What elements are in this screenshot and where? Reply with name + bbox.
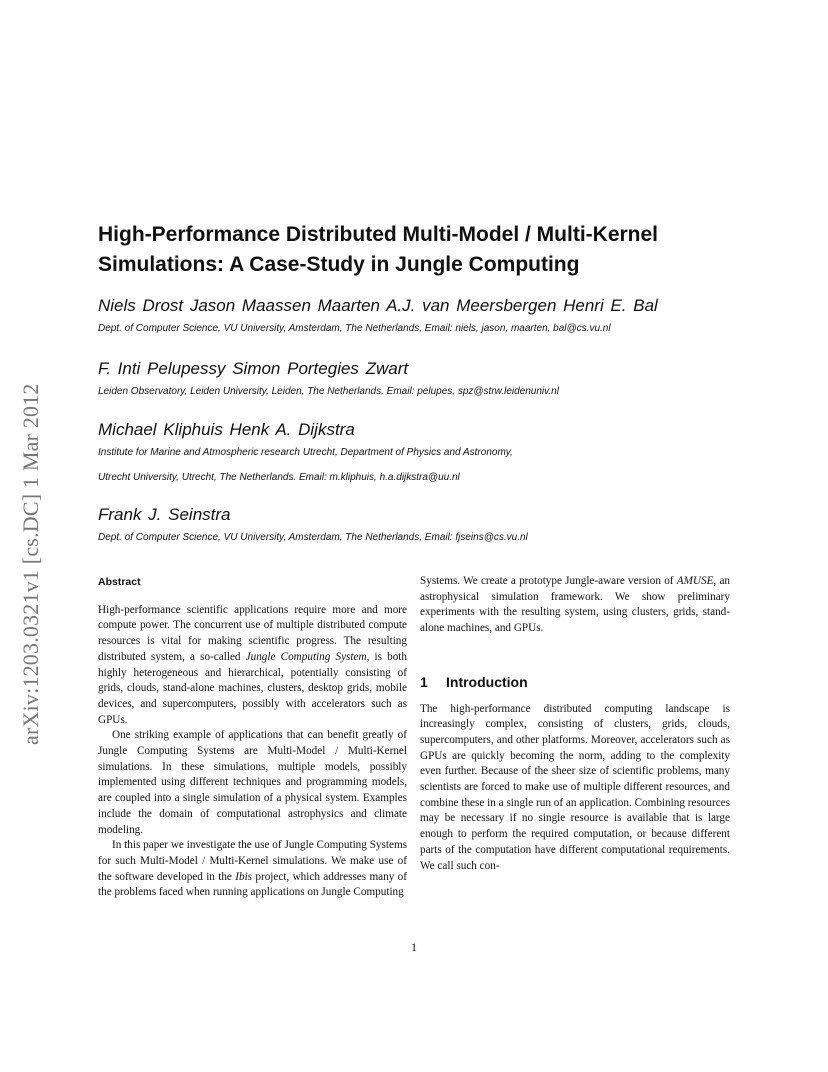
abstract-paragraph: One striking example of applications that can benefit greatly of Jungle Computing Systems are Multi-Model / Multi-Kernel simulations. In these simulations, multiple models, possibly implemented using different techniques and programming models, are coupled into a single simulation of a physical system. Examples include the domain of computational astrophysics and climate modeling. [98,729,407,836]
author-names: Niels Drost Jason Maassen Maarten A.J. van Meersbergen Henri E. Bal [98,296,658,315]
author-names: F. Inti Pelupessy Simon Portegies Zwart [98,359,409,378]
affiliation: Leiden Observatory, Leiden University, Leiden, The Netherlands. Email: pelupes, spz@strw.leidenuniv.nl [98,386,559,397]
intro-paragraph: The high-performance distributed computing landscape is increasingly complex, consisting of clusters, grids, clouds, supercomputers, and other platforms. Moreover, accelerators such as GPUs are quickly becoming the norm, adding to the complexity even further. Because of the sheer size of scientific problems, many scientists are forced to make use of multiple different resources, and combine these in a single run of an application. Combining resources may be necessary if no single resource is available that is large enough to perform the required computation, or because different parts of the computation have different computational requirements. We call such con- [420,702,730,872]
author-group-4 [98,505,758,543]
affiliation: Dept. of Computer Science, VU University, Amsterdam, The Netherlands, Email: fjseins@cs.vu.nl [98,532,528,543]
right-column [420,574,730,874]
section-number: 1 [420,673,428,690]
section-heading [420,675,730,691]
affiliation: Institute for Marine and Atmospheric research Utrecht, Department of Physics and Astronomy, [98,447,513,458]
affiliation: Dept. of Computer Science, VU University, Amsterdam, The Netherlands, Email: niels, jason, maarten, bal@cs.vu.nl [98,323,611,334]
abstract-heading: Abstract [98,576,141,588]
abstract-paragraph: In this paper we investigate the use of Jungle Computing Systems for such Multi-Model / Multi-Kernel simulations. We make use of the software developed in the Ibis project, which addresses many of the problems faced when running applications on Jungle Computing [98,839,407,899]
author-group-2 [98,359,758,397]
abstract-column [98,575,407,901]
author-names: Frank J. Seinstra [98,505,231,524]
affiliation: Utrecht University, Utrecht, The Netherlands. Email: m.kliphuis, h.a.dijkstra@uu.nl [98,472,460,483]
page-number: 1 [411,940,417,954]
section-title: Introduction [446,673,528,690]
author-group-3 [98,420,758,483]
title-line-2: Simulations: A Case-Study in Jungle Computing [98,253,580,276]
title-line-1: High-Performance Distributed Multi-Model / Multi-Kernel [98,223,659,246]
author-names: Michael Kliphuis Henk A. Dijkstra [98,420,355,439]
arxiv-identifier: arXiv:1203.0321v1 [cs.DC] 1 Mar 2012 [18,383,43,745]
abstract-continuation: Systems. We create a prototype Jungle-aware version of AMUSE, an astrophysical simulation framework. We show preliminary experiments with the resulting system, using clusters, grids, stand-alone machines, and GPUs. [420,575,731,635]
abstract-paragraph: High-performance scientific applications require more and more compute power. The concurrent use of multiple distributed compute resources is vital for making scientific progress. The resulting distributed system, a so-called Jungle Computing System, is both highly heterogeneous and hierarchical, potentially consisting of grids, clouds, stand-alone machines, clusters, desktop grids, mobile devices, and supercomputers, possibly with accelerators such as GPUs. [98,603,407,726]
paper-title [98,220,748,280]
author-group-1 [98,296,758,334]
